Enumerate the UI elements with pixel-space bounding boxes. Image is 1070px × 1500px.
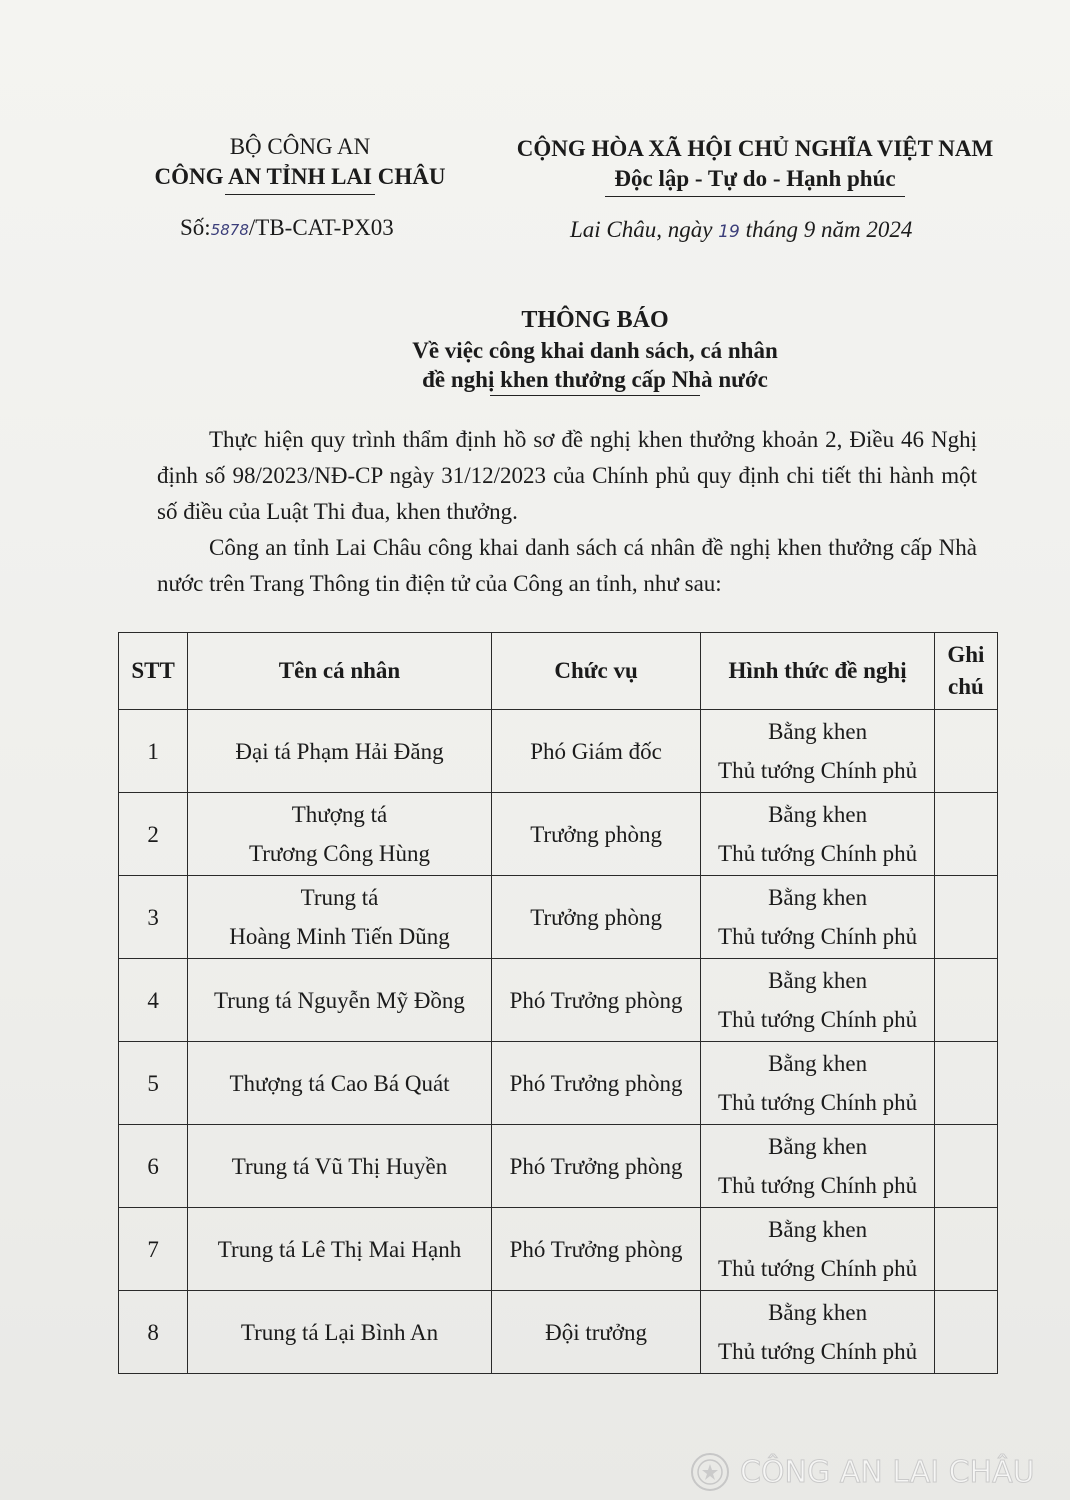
table-row [119,1042,998,1125]
cell-form [701,793,935,876]
cell-note [934,959,997,1042]
body-paragraph-2 [157,530,977,602]
cell-note [934,710,997,793]
date-day-handwritten: 19 [718,222,740,242]
form-line-1: Bằng khen [768,719,868,744]
form-line-2: Thủ tướng Chính phủ [718,924,918,949]
position-value: Phó Trưởng phòng [509,1153,683,1179]
cell-form [701,1208,935,1291]
document-number [180,215,394,241]
motto-underline [605,196,905,197]
form-line-2: Thủ tướng Chính phủ [718,1090,918,1115]
table-row [119,1291,998,1374]
cell-position [491,876,700,959]
doc-number-suffix: /TB-CAT-PX03 [248,215,394,240]
position-value: Đội trưởng [545,1319,648,1345]
name-line-1: Trung tá Lê Thị Mai Hạnh [217,1236,462,1262]
cell-form [701,876,935,959]
cell-stt [119,1291,188,1374]
cell-form [701,959,935,1042]
cell-name [188,1042,492,1125]
cell-stt [119,710,188,793]
cell-name [188,876,492,959]
cell-position [491,1291,700,1374]
form-line-1: Bằng khen [768,968,868,993]
date-suffix: tháng 9 năm 2024 [739,217,913,242]
cell-name [188,710,492,793]
name-line-1: Trung tá [300,885,379,910]
notice-title-block [300,304,890,396]
table-row [119,710,998,793]
stt-value: 2 [147,821,159,847]
agency-name: CÔNG AN TỈNH LAI CHÂU [154,164,446,189]
cell-note [934,1291,997,1374]
cell-note [934,793,997,876]
position-value: Phó Giám đốc [530,738,662,764]
body-paragraph-1 [157,422,977,530]
cell-form [701,1042,935,1125]
name-line-1: Trung tá Lại Bình An [240,1319,439,1345]
stt-value: 6 [147,1153,159,1179]
position-value: Phó Trưởng phòng [509,1236,683,1262]
cell-note [934,1208,997,1291]
stt-value: 5 [147,1070,159,1096]
table-header-row [119,633,998,710]
position-value: Trưởng phòng [530,821,662,847]
cell-stt [119,793,188,876]
cell-stt [119,876,188,959]
position-value: Phó Trưởng phòng [509,987,683,1013]
form-line-2: Thủ tướng Chính phủ [718,841,918,866]
cell-name [188,1208,492,1291]
date-prefix: Lai Châu, ngày [570,217,719,242]
cell-position [491,1125,700,1208]
issue-date [570,217,912,243]
col-header-name: Tên cá nhân [188,633,492,710]
table-row [119,959,998,1042]
form-line-2: Thủ tướng Chính phủ [718,1007,918,1032]
cell-name [188,793,492,876]
cell-form [701,1125,935,1208]
cell-position [491,710,700,793]
table-row [119,1125,998,1208]
form-line-1: Bằng khen [768,802,868,827]
issuing-authority-block [140,132,460,195]
doc-number-prefix: Số: [180,215,211,240]
form-line-1: Bằng khen [768,885,868,910]
col-header-form: Hình thức đề nghị [701,633,935,710]
notice-subject-line-2: đề nghị khen thưởng cấp Nhà nước [422,367,768,392]
cell-stt [119,1208,188,1291]
body-paragraph-1-text: Thực hiện quy trình thẩm định hồ sơ đề nghị khen thưởng khoản 2, Điều 46 Nghị định số 98/2023/NĐ-CP ngày 31/12/2023 của Chính phủ quy định chi tiết thi hành một số điều của Luật Thi đua, khen thưởng. [157,427,977,524]
name-line-1: Đại tá Phạm Hải Đăng [235,738,444,764]
notice-subject-line-1: Về việc công khai danh sách, cá nhân [412,338,778,363]
watermark [690,1452,1035,1492]
cell-stt [119,1125,188,1208]
stt-value: 7 [147,1236,159,1262]
cell-note [934,1125,997,1208]
cell-position [491,959,700,1042]
notice-title: THÔNG BÁO [521,307,669,333]
cell-name [188,1291,492,1374]
table-row [119,793,998,876]
ministry-name: BỘ CÔNG AN [229,134,371,159]
form-line-2: Thủ tướng Chính phủ [718,1173,918,1198]
form-line-1: Bằng khen [768,1300,868,1325]
form-line-1: Bằng khen [768,1134,868,1159]
name-line-1: Trung tá Nguyễn Mỹ Đồng [214,987,465,1013]
name-line-1: Trung tá Vũ Thị Huyền [231,1153,448,1179]
col-header-note [934,633,997,710]
title-underline [490,395,700,396]
form-line-1: Bằng khen [768,1217,868,1242]
table-row [119,876,998,959]
name-line-1: Thượng tá [291,802,388,827]
cell-note [934,876,997,959]
form-line-2: Thủ tướng Chính phủ [718,1256,918,1281]
cell-name [188,959,492,1042]
position-value: Trưởng phòng [530,904,662,930]
col-header-note-line-2: chú [948,674,984,699]
national-motto: Độc lập - Tự do - Hạnh phúc [614,166,896,191]
body-paragraph-2-text: Công an tỉnh Lai Châu công khai danh sách cá nhân đề nghị khen thưởng cấp Nhà nước trên Trang Thông tin điện tử của Công an tỉnh, như sau: [157,535,977,596]
watermark-text: CÔNG AN LAI CHÂU [740,1454,1035,1490]
cell-position [491,1208,700,1291]
name-line-1: Thượng tá Cao Bá Quát [229,1070,450,1096]
cell-form [701,710,935,793]
stt-value: 4 [147,987,159,1013]
cell-name [188,1125,492,1208]
position-value: Phó Trưởng phòng [509,1070,683,1096]
stt-value: 1 [147,738,159,764]
stt-value: 3 [147,904,159,930]
stt-value: 8 [147,1319,159,1345]
nation-name: CỘNG HÒA XÃ HỘI CHỦ NGHĨA VIỆT NAM [516,136,994,161]
cell-form [701,1291,935,1374]
cell-stt [119,1042,188,1125]
national-header-block [500,134,1010,197]
col-header-stt: STT [119,633,188,710]
name-line-2: Hoàng Minh Tiến Dũng [229,924,450,949]
cell-position [491,1042,700,1125]
form-line-1: Bằng khen [768,1051,868,1076]
form-line-2: Thủ tướng Chính phủ [718,1339,918,1364]
table-row [119,1208,998,1291]
name-line-2: Trương Công Hùng [249,841,430,866]
col-header-note-line-1: Ghi [947,642,985,667]
form-line-2: Thủ tướng Chính phủ [718,758,918,783]
cell-note [934,1042,997,1125]
cell-position [491,793,700,876]
col-header-position: Chức vụ [491,633,700,710]
cell-stt [119,959,188,1042]
agency-underline [225,194,375,195]
police-emblem-icon [690,1452,730,1492]
nominee-table [118,632,998,1374]
doc-number-handwritten: 5878 [210,221,249,239]
